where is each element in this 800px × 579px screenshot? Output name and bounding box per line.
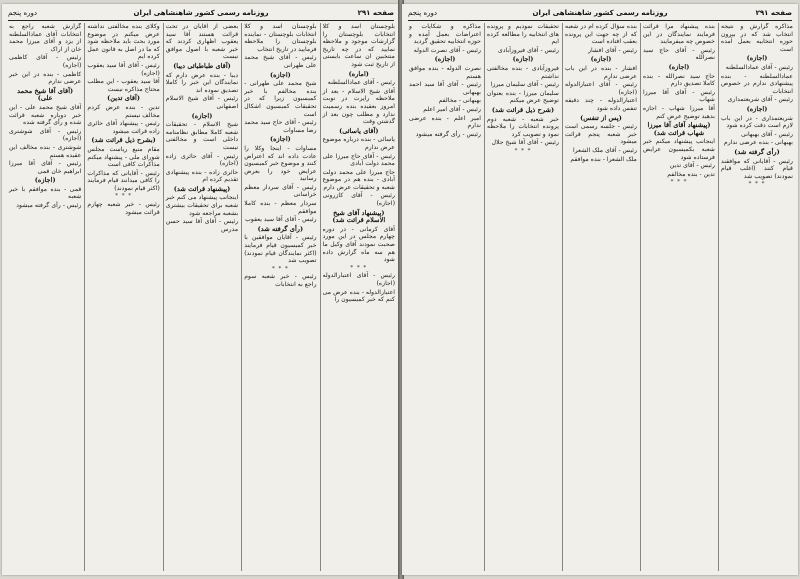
section-heading: (اجازه) — [34, 176, 56, 185]
paragraph: رئیس - آقای کازرونی (اجازه) — [322, 192, 395, 208]
section-heading: (پیشنهاد آقای شیخ الاسلام قرائت شد) — [332, 208, 386, 225]
paragraph: تحقیقات نمودیم و پرونده های انتخابیه را مطالعه کرده ایم — [487, 23, 559, 46]
paragraph: رئیس - آقای آقا میرزا ابراهیم خان قمی — [8, 160, 82, 175]
left-page-columns — [7, 23, 395, 571]
paragraph: امیر اعلم - بنده عرضی ندارم — [409, 114, 481, 130]
left-column-1 — [320, 23, 395, 571]
paragraph: گزارش شعبه راجع به انتخابات آقای عمادالسلطنه از یزد و آقای میرزا محمد خان از اراک — [8, 23, 82, 53]
paragraph: رئیس - آقای سلیمان میرزا — [490, 81, 559, 89]
section-divider: * * * — [115, 193, 132, 200]
paragraph: رئیس - آقای آقا سید یعقوب (اجازه) — [87, 61, 160, 77]
paragraph: آقا میرزا شهاب - اجازه بدهید توضیح عرض کنم — [643, 104, 715, 120]
right-issue-label: دوره پنجم — [408, 9, 438, 17]
paragraph: کاظمی - بنده در این خبر عرضی ندارم — [8, 70, 82, 86]
paragraph: آقای شیخ الاسلام - بعد از ملاحظه راپرت در نوبت امروز بعقیده بنده رسمیت ندارد و مطلب چون بعد از گذشتن وقت — [322, 87, 395, 126]
left-page — [2, 4, 400, 575]
section-heading: (اجازه) — [269, 135, 291, 144]
paragraph: رئیس - آقایان موافقین با خبر کمیسیون قیام فرمایند (اکثر نمایندگان قیام نمودند) تصویب شد — [244, 234, 317, 265]
paragraph: رئیس - آقای آقا سید حسن مدرس — [165, 218, 239, 233]
paragraph: رئیس - آقای آقا شیخ جلال — [491, 139, 559, 147]
right-column-4 — [484, 23, 559, 571]
paragraph: شریعتمداری - در این باب لازم است دقت کرده شود — [721, 114, 793, 130]
paragraph: سردار معظم - بنده کاملا موافقم — [244, 200, 317, 215]
paragraph: رئیس - آقای افشار — [588, 46, 637, 54]
paragraph: بهبهانی - مخالفم — [438, 97, 481, 105]
right-page-header — [408, 7, 792, 21]
right-page — [402, 4, 798, 575]
paragraph: یاسائی - بنده درباره موضوع عرض ندارم — [322, 136, 395, 151]
paragraph: فیروزآبادی - بنده مخالفتی نداشتم — [487, 64, 559, 80]
paragraph: رئیس - آقای عمادالسلطنه — [725, 63, 793, 71]
paragraph: آقا سید یعقوب - این مطلب محتاج مذاکره نیست — [87, 78, 160, 93]
paragraph: ملک الشعرا - بنده موافقم — [570, 155, 637, 163]
left-page-title: روزنامه رسمی کشور شاهنشاهی ایران — [133, 9, 269, 17]
section-heading: (اماره) — [348, 69, 369, 78]
paragraph: اینجانب پیشنهاد میکنم خبر شعبه بکمیسیون عرایض فرستاده شود — [643, 138, 715, 161]
paragraph: عمادالسلطنه - بنده پیشنهادی ندارم در خصوص انتخابات — [721, 72, 793, 95]
paragraph: حاج میرزا علی محمد دولت آبادی - بنده هم در موضوع شعبه و تحقیقات عرض دارم — [322, 168, 395, 191]
section-heading: (اجازه) — [746, 54, 768, 63]
section-divider: * * * — [670, 179, 688, 186]
paragraph: رئیس - آقای آقا سید احمد بهبهانی — [409, 81, 481, 96]
paragraph: اعتبارالدوله - چند دقیقه تنفس داده شود — [565, 97, 637, 112]
section-heading: (اجازه) — [746, 104, 768, 113]
section-heading: (بشرح ذیل قرائت شد) — [91, 136, 156, 145]
paragraph: رئیس - پیشنهاد آقای حائری زاده قرائت میشود — [87, 120, 160, 135]
paragraph: رئیس - خبر شعبه چهارم قرائت میشود — [87, 201, 160, 216]
paragraph: رئیس - آقای اعتبارالدوله (اجازه) — [322, 272, 395, 287]
paragraph: رئیس - آقایانی که مذاکرات را کافی میدانند قیام فرمایند (اکثر قیام نمودند) — [87, 169, 160, 192]
paragraph: رئیس - آقای نصرت الدوله — [413, 46, 481, 54]
paragraph: مقام منیع ریاست مجلس شورای ملی - پیشنهاد میکنم مذاکرات کافی است — [87, 145, 160, 169]
paragraph: رئیس - آقای آقا میرزا شهاب — [643, 88, 715, 104]
paragraph: رئیس - آقای سردار معظم خراسانی — [244, 183, 317, 199]
paragraph: رئیس - آقای حاج میرزا علی محمد دولت آبادی — [322, 152, 395, 168]
paragraph: رئیس - آقای شریعتمداری — [727, 96, 793, 104]
section-heading: (آقای یاسائی) — [339, 126, 379, 135]
paragraph: حائری زاده - بنده پیشنهادی تقدیم کرده ام — [165, 168, 239, 184]
right-column-2 — [640, 23, 715, 571]
paragraph: رئیس - آقای بهبهانی — [741, 130, 793, 138]
right-column-3 — [562, 23, 637, 571]
section-divider: * * * — [272, 265, 289, 272]
paragraph: رئیس - آقای شیخ محمد علی طهرانی — [244, 54, 317, 69]
section-heading: (اجازه) — [269, 70, 291, 79]
paragraph: بعضی از آقایان در تحت قرائت هستند آقا سید یعقوب اظهاری کردند که خبر شعبه با اصول موافق نیست — [165, 23, 239, 61]
section-heading: (اجازه) — [512, 55, 534, 64]
paragraph: رئیس - آقای عمادالسلطنه — [327, 79, 395, 87]
section-heading: (پیشنهاد آقای آقا میرزا شهاب قرائت شد) — [647, 121, 711, 137]
section-heading: (اجازه) — [434, 55, 456, 64]
paragraph: سلیمان میرزا - بنده بعنوان توضیح عرض میکنم — [487, 89, 559, 105]
paragraph: رئیس - رأی گرفته میشود — [415, 130, 481, 138]
paragraph: رئیس - آقای حائری زاده (اجازه) — [165, 152, 239, 168]
paragraph: دیبا - بنده عرض دارم که نمایندگان این خبر را کاملا تصدیق نموده اند — [165, 71, 239, 94]
paragraph: بلوچستان اسد و کلا انتخابات بلوچستان - نماینده بلوچستان را ملاحظه فرمایید در تاریخ انتخاب — [244, 23, 317, 53]
section-heading: (آقای طباطبائی دیبا) — [173, 61, 231, 70]
paragraph: نصرت الدوله - بنده موافق هستم — [409, 64, 481, 80]
paragraph: خبر شعبه - شعبه دوم پرونده انتخابات را ملاحظه نمود و تصویب کرد — [487, 115, 559, 138]
paragraph: رئیس - آقای شیخ الاسلام اصفهانی — [165, 95, 239, 110]
paragraph: تدین - بنده مخالفم — [667, 170, 715, 178]
right-page-number: صفحه ۲۹۱ — [755, 9, 792, 17]
left-column-4 — [84, 23, 159, 571]
paragraph: شوشتری - بنده مخالف این عقیده هستم — [8, 143, 82, 159]
paragraph: رئیس - آقای آقا سید یعقوب — [245, 216, 317, 224]
paragraph: رئیس - آقای اعتبارالدوله (اجازه) — [565, 81, 637, 96]
paragraph: بنده سؤال کرده ام در شعبه که از چه جهت این پرونده بعقب افتاده است — [565, 23, 637, 46]
section-divider: * * * — [350, 264, 368, 271]
paragraph: وکلای بنده مخالفتی نداشته عرض میکنم در موضوع مورد بحث باید ملاحظه شود که ما در اصل به قانون عمل کرده ایم — [87, 23, 160, 61]
paragraph: افشار - بنده در این باب عرضی ندارم — [565, 64, 637, 80]
paragraph: شیخ الاسلام - تحقیقات شعبه کاملا مطابق نظامنامه داخلی است و مخالفتی نیست — [165, 121, 239, 151]
paragraph: رئیس - آقایانی که موافقند قیام کنند (اغلب قیام نمودند) تصویب شد — [721, 157, 793, 180]
left-column-2 — [241, 23, 316, 571]
paragraph: رئیس - آقای ملک الشعرا — [573, 146, 637, 154]
section-heading: (پیشنهاد قرائت شد) — [173, 184, 231, 193]
left-page-header — [8, 7, 394, 21]
section-heading: (اجازه) — [590, 55, 612, 64]
left-column-5 — [7, 23, 81, 571]
paragraph: شیخ محمد علی طهرانی - بنده مخالفم با خبر کمیسیون زیرا که در تحقیقات کمیسیون اشکال است — [244, 80, 317, 118]
paragraph: رئیس - آقای حاج سید نصرالله — [643, 46, 715, 62]
paragraph: آقای شیخ محمد علی - این خبر دوباره شعبه قرائت شده و رأی گرفته شده — [8, 103, 82, 127]
section-heading: (اجازه) — [668, 62, 690, 71]
section-heading: (آقای تدین) — [107, 94, 140, 103]
left-column-3 — [163, 23, 238, 571]
right-page-columns — [407, 23, 793, 571]
paragraph: بهبهانی - بنده عرضی ندارم — [723, 139, 793, 147]
paragraph: قمی - بنده موافقم با خبر شعبه — [8, 185, 82, 201]
paragraph: رئیس - جلسه رسمی است خبر شعبه پنجم قرائت میشود — [565, 123, 637, 146]
paragraph: مساوات - اینجا وکلا را عادت داده اند که اعتراض کنند و موضوع خبر کمیسیون عرایض خود را بعرض رسانید — [244, 144, 317, 183]
paragraph: مذاکره و شکایات و اعتراضات بعمل آمده و حوزه انتخابیه تحقیق گردید — [409, 23, 481, 46]
paragraph: مذاکره گزارش و نتیجه انتخاب شد که در بیرون حوزه انتخابیه بعمل آمده است — [721, 23, 793, 53]
paragraph: حاج سید نصرالله - بنده کاملا تصدیق دارم — [643, 72, 715, 88]
paragraph: رئیس - رأی گرفته میشود — [16, 202, 82, 210]
right-page-title: روزنامه رسمی کشور شاهنشاهی ایران — [532, 9, 668, 17]
section-heading: (آقای آقا شیخ محمد علی) — [17, 86, 74, 103]
paragraph: رئیس - آقای شوشتری (اجازه) — [8, 127, 82, 143]
paragraph: آقای کرمانی - در دوره چهارم مجلس در این مورد صحبت نمودند آقای وکیل ما هم سه ماه گزارش داده شود — [322, 225, 395, 264]
section-heading: (پس از تنفس) — [580, 113, 622, 122]
section-heading: (اجازه) — [191, 111, 213, 120]
left-issue-label: دوره پنجم — [8, 9, 38, 17]
paragraph: رئیس - آقای حاج سید محمد رضا مساوات — [244, 119, 317, 134]
paragraph: اعتبارالدوله - بنده عرض می کنم که خبر کمیسیون را — [322, 288, 395, 304]
right-column-5 — [407, 23, 481, 571]
section-divider: * * * — [748, 181, 766, 188]
section-heading: (رأی گرفته شد) — [257, 224, 304, 233]
paragraph: رئیس - آقای تدین — [669, 162, 715, 170]
right-column-1 — [718, 23, 793, 571]
paragraph: بلوچستان اسد و کلا انتخابات بلوچستان را گزارشات موجود و ملاحظه نمایید که در چه تاریخ منتخبین ان ساعت بایستی از تاریخ ثبت شود — [322, 23, 395, 68]
left-page-number: صفحه ۲۹۱ — [357, 9, 394, 17]
section-heading: (شرح ذیل قرائت شد) — [491, 105, 555, 114]
paragraph: تدین - بنده عرض کردم مخالف نیستم — [87, 103, 160, 119]
paragraph: بنده پیشنهاد مرا قرائت فرمایند نمایندگان در این خصوص چه میفرمایند — [643, 23, 715, 46]
paragraph: رئیس - خبر شعبه سوم راجع به انتخابات — [244, 273, 317, 288]
paragraph: رئیس - آقای فیروزآبادی — [497, 46, 559, 54]
paragraph: رئیس - آقای امیر اعلم — [423, 105, 481, 113]
paragraph: اینجانب پیشنهاد می کنم خبر شعبه برای تحقیقات بیشتری بشعبه مراجعه شود — [165, 194, 239, 217]
paragraph: رئیس - آقای کاظمی (اجازه) — [8, 54, 82, 69]
section-divider: * * * — [514, 147, 532, 154]
section-heading: (رأی گرفته شد) — [734, 147, 780, 156]
